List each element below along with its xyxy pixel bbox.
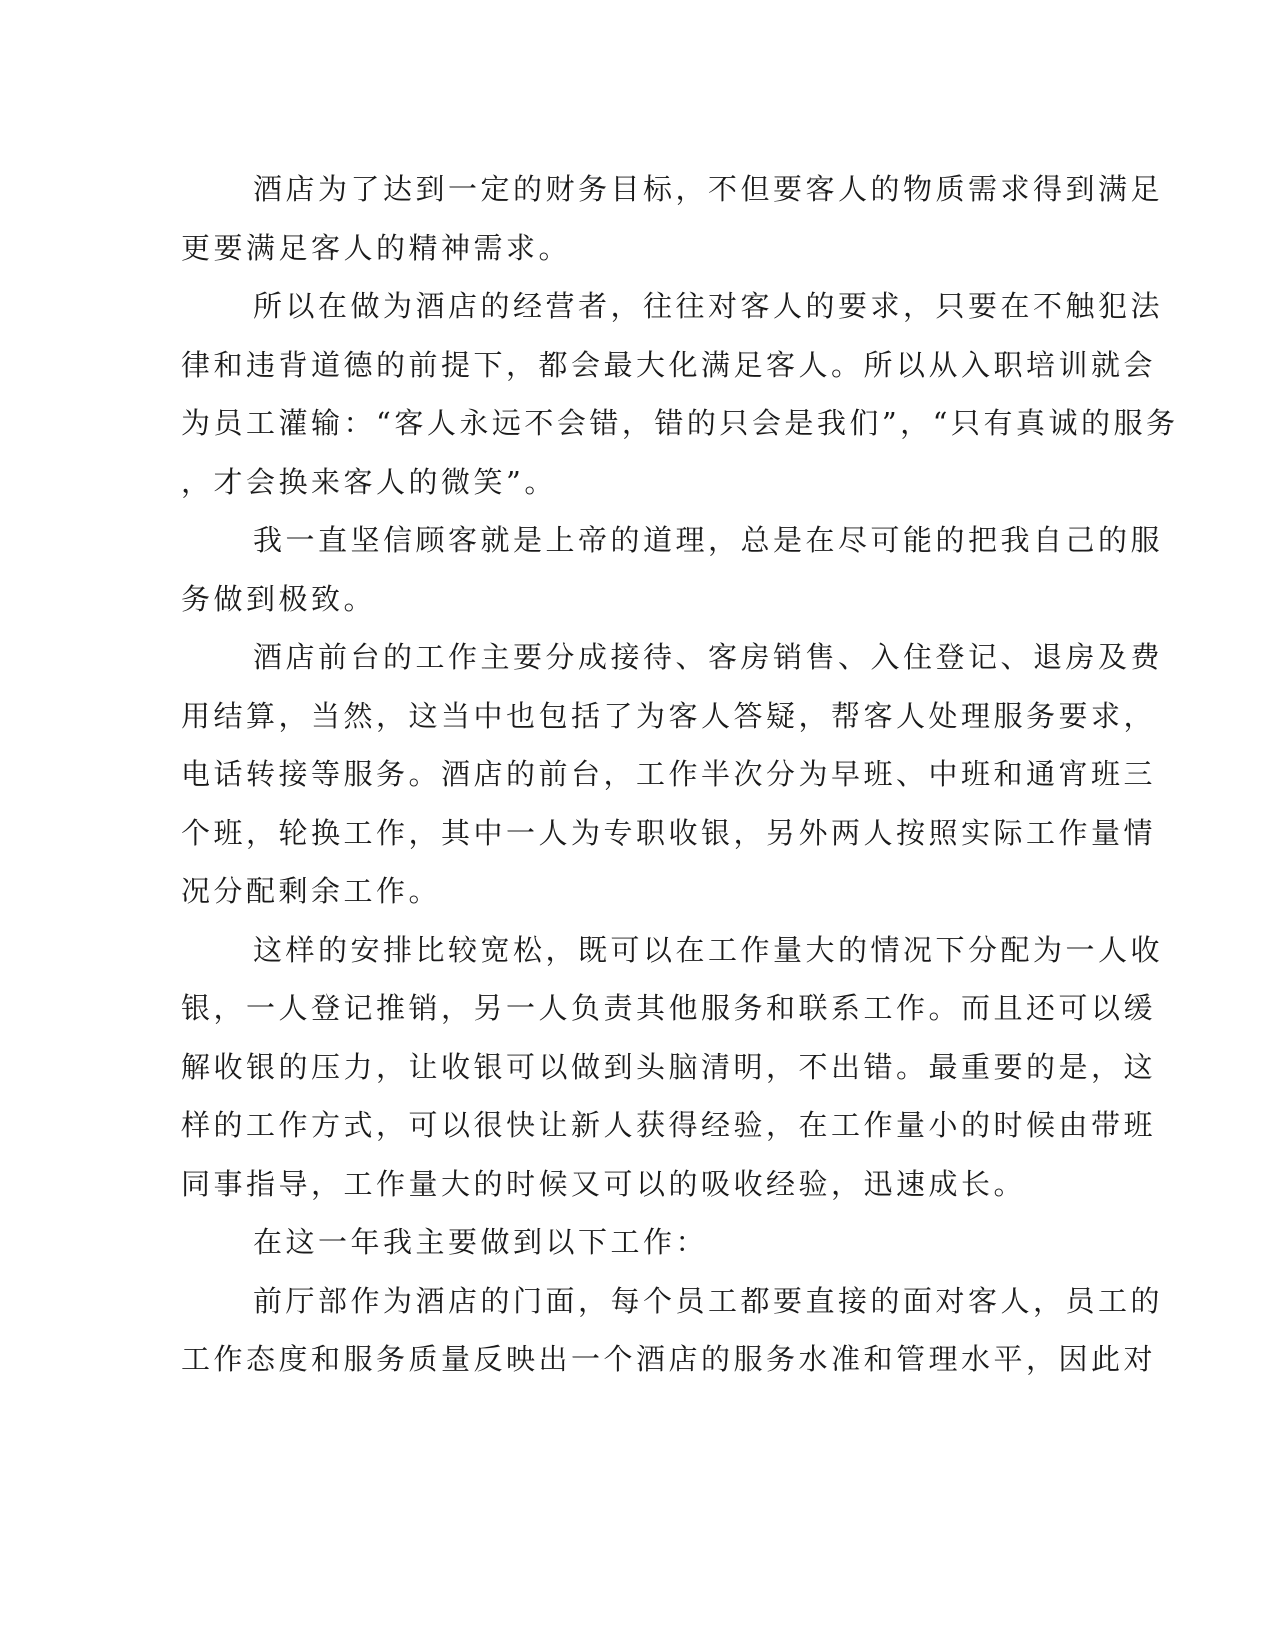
text-line: 我一直坚信顾客就是上帝的道理，总是在尽可能的把我自己的服: [253, 523, 1164, 557]
text-line: 酒店前台的工作主要分成接待、客房销售、入住登记、退房及费: [253, 640, 1164, 674]
text-line: 务做到极致。: [181, 581, 377, 616]
text-line: ，才会换来客人的微笑”。: [181, 464, 557, 499]
text-line: 工作态度和服务质量反映出一个酒店的服务水准和管理水平，因此对: [181, 1342, 1157, 1376]
text-line: 银，一人登记推销，另一人负责其他服务和联系工作。而且还可以缓: [181, 991, 1157, 1025]
text-line: 在这一年我主要做到以下工作：: [253, 1225, 709, 1259]
text-line: 所以在做为酒店的经营者，往往对客人的要求，只要在不触犯法: [253, 289, 1164, 323]
text-line: 同事指导，工作量大的时候又可以的吸收经验，迅速成长。: [181, 1166, 1027, 1201]
text-line: 样的工作方式，可以很快让新人获得经验，在工作量小的时候由带班: [181, 1108, 1157, 1142]
text-line: 酒店为了达到一定的财务目标，不但要客人的物质需求得到满足: [253, 172, 1164, 206]
body-text: [181, 160, 1179, 1389]
text-line: 律和违背道德的前提下，都会最大化满足客人。所以从入职培训就会: [181, 347, 1157, 382]
text-line: 前厅部作为酒店的门面，每个员工都要直接的面对客人，员工的: [253, 1283, 1164, 1318]
text-line: 用结算，当然，这当中也包括了为客人答疑，帮客人处理服务要求，: [181, 698, 1157, 733]
text-line: 为员工灌输：“客人永远不会错，错的只会是我们”，“只有真诚的服务: [181, 406, 1179, 440]
text-line: 个班，轮换工作，其中一人为专职收银，另外两人按照实际工作量情: [181, 815, 1157, 850]
text-line: 这样的安排比较宽松，既可以在工作量大的情况下分配为一人收: [253, 932, 1164, 967]
text-line: 更要满足客人的精神需求。: [181, 230, 572, 265]
text-line: 解收银的压力，让收银可以做到头脑清明，不出错。最重要的是，这: [181, 1049, 1157, 1084]
text-line: 电话转接等服务。酒店的前台，工作半次分为早班、中班和通宵班三: [181, 757, 1157, 791]
text-line: 况分配剩余工作。: [181, 874, 442, 908]
